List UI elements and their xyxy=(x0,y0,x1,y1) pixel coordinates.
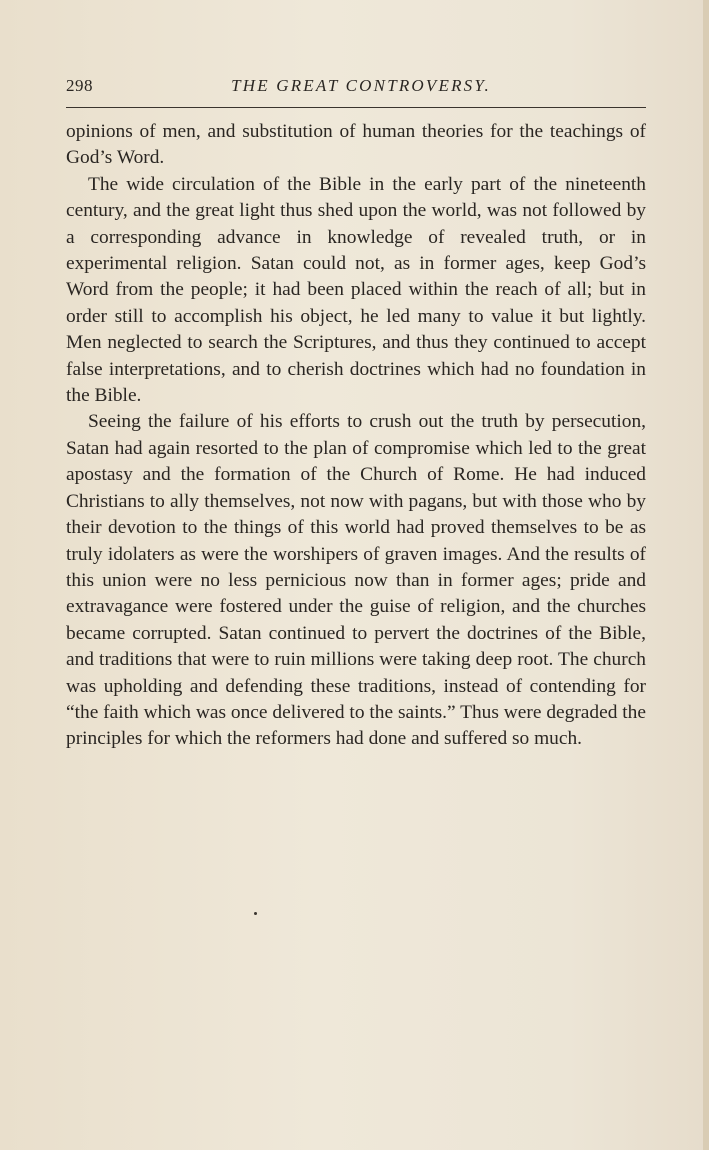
paper-speck xyxy=(254,912,257,915)
page-number: 298 xyxy=(66,76,93,95)
paragraph-continuation: opinions of men, and substitution of human theories for the teachings of God’s Word. xyxy=(66,121,646,169)
header-rule xyxy=(66,107,646,108)
paragraph-compromise: Seeing the failure of his efforts to crush out the truth by persecution, Satan had again resorted to the plan of compromise which led to the great apostasy and the formation of the Church of Rome. He had induced Christians to ally themselves, not now with pagans, but with those who by their devotion to the things of this world had proved themselves to be as truly idolaters as were the worshipers of graven images. And the results of this union were no less pernicious now than in former ages; pride and extravagance were fostered under the guise of religion, and the churches became corrupted. Satan continued to pervert the doctrines of the Bible, and traditions that were to ruin millions were taking deep root. The church was upholding and defending these traditions, instead of contending for “the faith which was once delivered to the saints.” Thus were degraded the principles for which the reformers had done and suffered so much. xyxy=(66,411,646,750)
paragraph-bible-circulation: The wide circulation of the Bible in the early part of the nineteenth century, and the great light thus shed upon the world, was not followed by a corresponding advance in knowledge of revealed truth, or in experimental religion. Satan could not, as in former ages, keep God’s Word from the people; it had been placed within the reach of all; but in order still to accomplish his object, he led many to value it but lightly. Men neglected to search the Scriptures, and thus they continued to accept false interpretations, and to cherish doctrines which had no foundation in the Bible. xyxy=(66,173,646,407)
page-header xyxy=(66,76,646,100)
running-head: THE GREAT CONTROVERSY. xyxy=(231,76,491,95)
body-text xyxy=(66,119,646,753)
page-edge-shadow xyxy=(703,0,709,1150)
